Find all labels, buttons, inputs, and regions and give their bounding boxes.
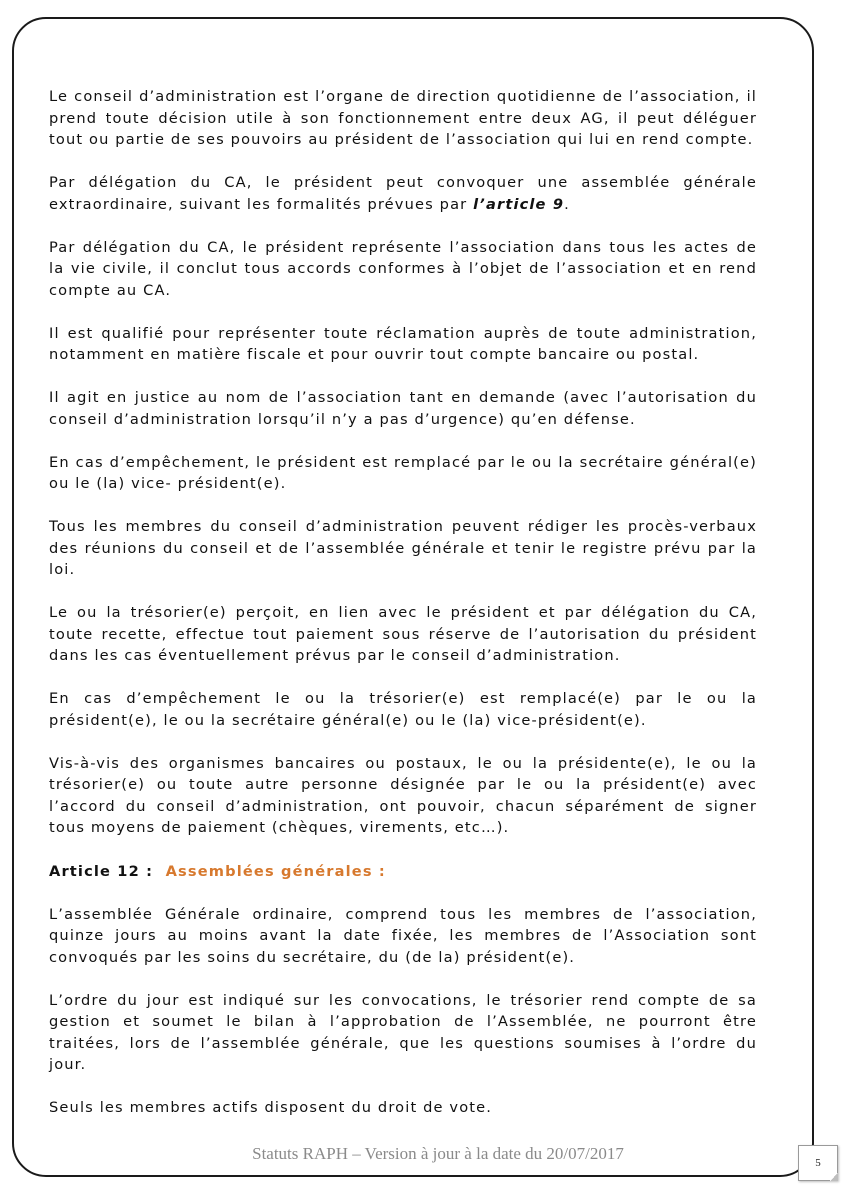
article-heading (49, 861, 757, 883)
paragraph-tresorier: Le ou la trésorier(e) perçoit, en lien avec le président et par délégation du CA, toute recette, effectue tout paiement sous réserve de l’autorisation du président dans les cas éventuellement prévus par le conseil d’administration. (49, 604, 757, 664)
paragraph-ca-role: Le conseil d’administration est l’organe de direction quotidienne de l’association, il prend toute décision utile à son fonctionnement entre deux AG, il peut déléguer tout ou partie de ses pouvoirs au président de l’association qui lui en rend compte. (49, 88, 757, 148)
paragraph-convocation-end: . (564, 195, 570, 213)
article-number: Article 12 : (49, 862, 154, 880)
paragraph-moyens-paiement: Vis-à-vis des organismes bancaires ou postaux, le ou la présidente(e), le ou la trésorier(e) ou toute autre personne désignée par le ou la président(e) avec l’accord du conseil d’administration, ont pouvoir, chacun séparément de signer tous moyens de paiement (chèques, virements, etc…). (49, 754, 757, 836)
paragraph-convocation-text: Par délégation du CA, le président peut convoquer une assemblée générale extraordinaire, suivant les formalités prévues par (49, 174, 757, 213)
paragraph-proces-verbaux: Tous les membres du conseil d’administration peuvent rédiger les procès-verbaux des réunions du conseil et de l’assemblée générale et tenir le registre prévu par la loi. (49, 518, 757, 578)
footer-text: Statuts RAPH – Version à jour à la date du 20/07/2017 (252, 1144, 624, 1163)
paragraph-empechement: En cas d’empêchement, le président est remplacé par le ou la secrétaire général(e) ou le (la) vice- président(e). (49, 453, 757, 492)
paragraph-representation: Par délégation du CA, le président représente l’association dans tous les actes de la vie civile, il conclut tous accords conformes à l’objet de l’association et en rend compte au CA. (49, 238, 757, 299)
article-title: Assemblées générales : (165, 862, 386, 880)
paragraph-convocation (49, 172, 757, 215)
paragraph-droit-de-vote: Seuls les membres actifs disposent du droit de vote. (49, 1099, 493, 1116)
document-body (49, 86, 757, 1140)
page-number: 5 (798, 1145, 838, 1181)
paragraph-ordre-du-jour: L’ordre du jour est indiqué sur les convocations, le trésorier rend compte de sa gestion et soumet le bilan à l’approbation de l’Assemblée, ne pourront être traitées, lors de l’assemblée générale, que les questions soumises à l’ordre du jour. (49, 991, 757, 1073)
paragraph-reclamation: Il est qualifié pour représenter toute réclamation auprès de toute administration, notamment en matière fiscale et pour ouvrir tout compte bancaire ou postal. (49, 324, 757, 363)
paragraph-justice: Il agit en justice au nom de l’association tant en demande (avec l’autorisation du conseil d’administration lorsqu’il n’y a pas d’urgence) qu’en défense. (49, 389, 757, 428)
article-reference: l’article 9 (473, 195, 565, 213)
paragraph-ag-ordinaire: L’assemblée Générale ordinaire, comprend tous les membres de l’association, quinze jours au moins avant la date fixée, les membres de l’Association sont convoqués par les soins du secrétaire, du (de la) président(e). (49, 905, 757, 966)
paragraph-tresorier-remplacement: En cas d’empêchement le ou la trésorier(e) est remplacé(e) par le ou la président(e), le ou la secrétaire général(e) ou le (la) vice-président(e). (49, 690, 757, 729)
